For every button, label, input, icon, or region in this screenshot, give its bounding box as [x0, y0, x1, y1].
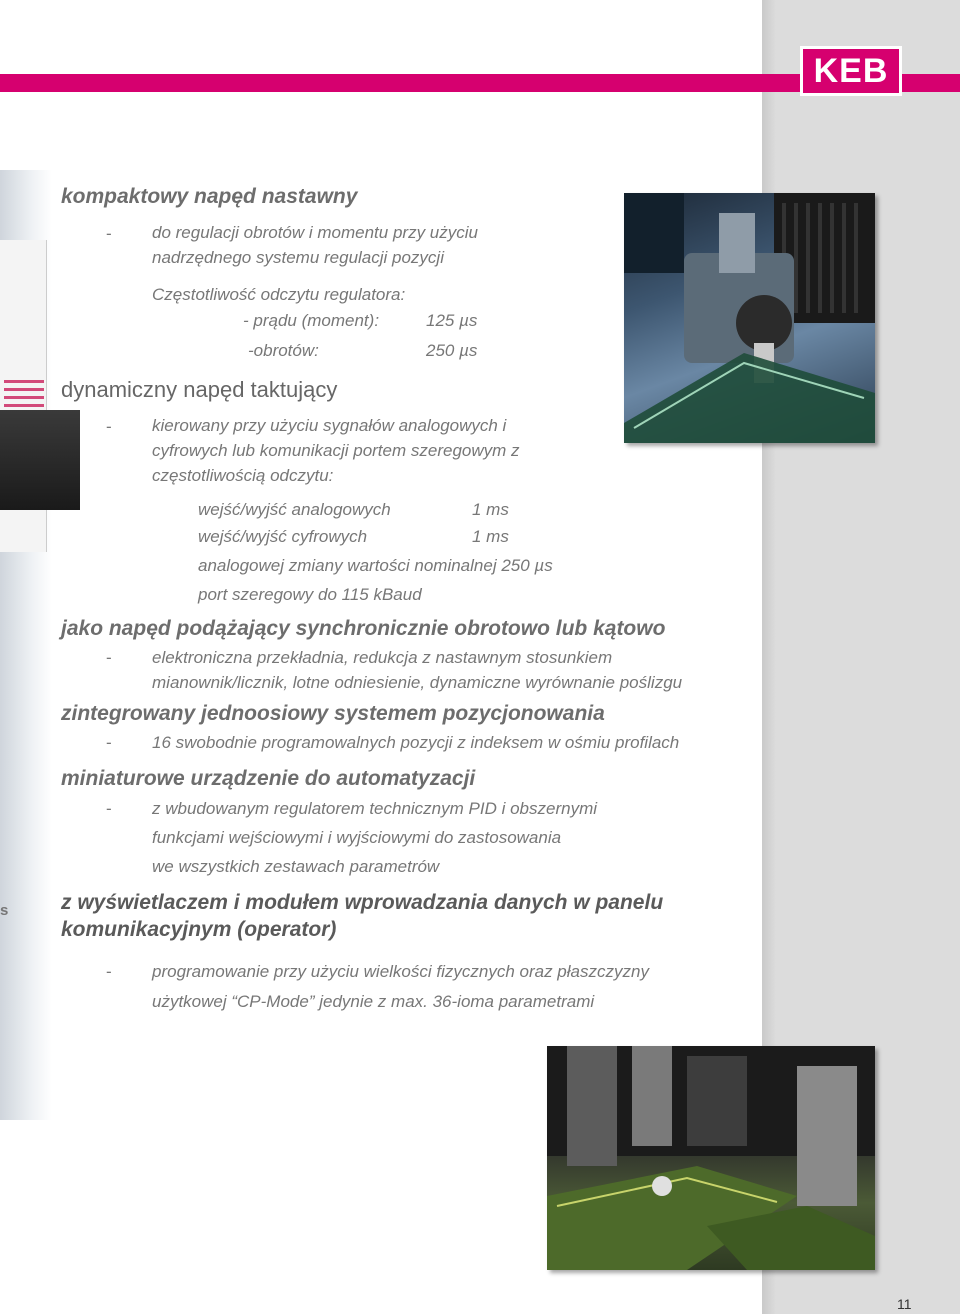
section3-line1: elektroniczna przekładnia, redukcja z nastawnym stosunkiem	[152, 648, 613, 667]
keb-logo-text: KEB	[813, 51, 889, 90]
pcb-assembly-illustration	[547, 1046, 875, 1270]
section2-line2: cyfrowych lub komunikacji portem szeregowym z	[152, 441, 520, 460]
freq-label: Częstotliwość odczytu regulatora:	[152, 285, 406, 304]
speed-value: 250 µs	[426, 341, 478, 360]
current-label: - prądu (moment):	[243, 311, 380, 330]
section5-line3: we wszystkich zestawach parametrów	[152, 857, 440, 876]
digital-io-label: wejść/wyjść cyfrowych	[198, 527, 368, 546]
heading-compact-drive: kompaktowy napęd nastawny	[61, 185, 358, 208]
section4-line1: 16 swobodnie programowalnych pozycji z indeksem w ośmiu profilach	[152, 733, 680, 752]
keb-logo	[800, 46, 902, 96]
current-value: 125 µs	[426, 311, 478, 330]
heading-synchronous-drive: jako napęd podążający synchronicznie obrotowo lub kątowo	[61, 617, 666, 640]
analog-io-label: wejść/wyjść analogowych	[198, 500, 391, 519]
analog-setpoint-line: analogowej zmiany wartości nominalnej 250 µs	[198, 556, 553, 575]
analog-io-value: 1 ms	[472, 500, 509, 519]
heading-dynamic-drive: dynamiczny napęd taktujący	[61, 377, 338, 402]
section6-line1: programowanie przy użyciu wielkości fizycznych oraz płaszczyzny	[152, 962, 649, 981]
section3-line2: mianownik/licznik, lotne odniesienie, dynamiczne wyrównanie poślizgu	[152, 673, 683, 692]
digital-io-value: 1 ms	[472, 527, 509, 546]
bullet-dash: -	[106, 648, 112, 667]
bullet-dash: -	[106, 733, 112, 752]
product-image-left	[0, 170, 52, 1120]
automation-photo-top	[624, 193, 875, 443]
automation-photo-bottom	[547, 1046, 875, 1270]
bullet-dash: -	[106, 224, 112, 243]
machine-illustration	[624, 193, 875, 443]
bullet-dash: -	[106, 417, 112, 436]
bullet-dash: -	[106, 799, 112, 818]
page-number: 11	[897, 1296, 912, 1312]
section2-line1: kierowany przy użyciu sygnałów analogowych i	[152, 416, 507, 435]
section5-line2: funkcjami wejściowymi i wyjściowymi do zastosowania	[152, 828, 562, 847]
speed-label: -obrotów:	[248, 341, 319, 360]
section1-line2: nadrzędnego systemu regulacji pozycji	[152, 248, 444, 267]
serial-port-line: port szeregowy do 115 kBaud	[198, 585, 422, 604]
heading-display-module-cont: komunikacyjnym (operator)	[61, 918, 337, 941]
dark-inverter-image	[0, 410, 80, 510]
heading-positioning-system: zintegrowany jednoosiowy systemem pozycjonowania	[61, 702, 605, 725]
section6-line2: użytkowej “CP-Mode” jedynie z max. 36-ioma parametrami	[152, 992, 595, 1011]
section5-line1: z wbudowanym regulatorem technicznym PID i obszernymi	[152, 799, 598, 818]
heading-display-module: z wyświetlaczem i modułem wprowadzania danych w panelu	[61, 891, 664, 914]
bullet-dash: -	[106, 962, 112, 981]
edge-text-fragment: s	[0, 902, 9, 919]
heading-automation-device: miniaturowe urządzenie do automatyzacji	[61, 767, 476, 790]
section2-line3: częstotliwością odczytu:	[152, 466, 334, 485]
section1-line1: do regulacji obrotów i momentu przy użyciu	[152, 223, 478, 242]
